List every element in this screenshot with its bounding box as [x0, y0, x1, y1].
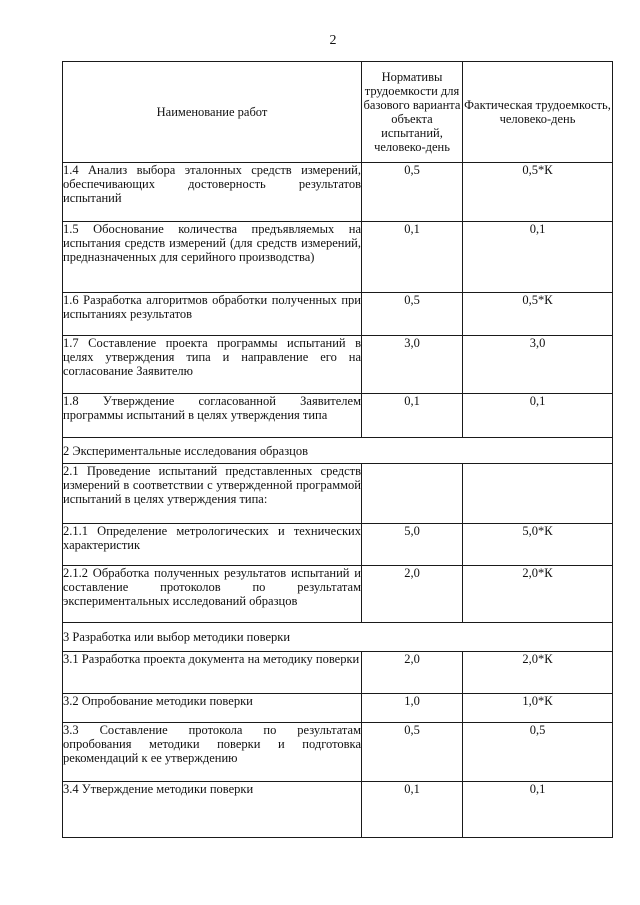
table-row [63, 163, 613, 222]
table-row [63, 464, 613, 524]
row-work-name: 2.1 Проведение испытаний представленных средств измерений в соответствии с утвержденной программой испытаний в целях утверждения типа: [63, 464, 362, 524]
page-number: 2 [329, 33, 337, 48]
row-work-name: 3.1 Разработка проекта документа на методику поверки [63, 652, 362, 694]
row-norm-value: 2,0 [362, 566, 463, 623]
section-row [63, 623, 613, 652]
row-work-name: 2.1.1 Определение метрологических и технических характеристик [63, 524, 362, 566]
header-fact: Фактическая трудоемкость, человеко-день [463, 62, 613, 163]
header-norm: Нормативы трудоемкости для базового варианта объекта испытаний, человеко-день [362, 62, 463, 163]
row-work-name: 3.3 Составление протокола по результатам опробования методики поверки и подготовка рекомендаций к ее утверждению [63, 723, 362, 782]
row-norm-value: 0,5 [362, 723, 463, 782]
row-work-name: 1.8 Утверждение согласованной Заявителем программы испытаний в целях утверждения типа [63, 394, 362, 438]
row-norm-value: 0,5 [362, 163, 463, 222]
row-fact-value: 0,1 [463, 782, 613, 838]
header-work-name: Наименование работ [63, 62, 362, 163]
section-title: 2 Экспериментальные исследования образцов [63, 438, 613, 464]
row-work-name: 3.2 Опробование методики поверки [63, 694, 362, 723]
row-norm-value: 0,1 [362, 782, 463, 838]
row-norm-value: 3,0 [362, 336, 463, 394]
row-work-name: 3.4 Утверждение методики поверки [63, 782, 362, 838]
table-row [63, 293, 613, 336]
section-row [63, 438, 613, 464]
table-row [63, 336, 613, 394]
table-row [63, 524, 613, 566]
table-row [63, 782, 613, 838]
row-norm-value: 0,5 [362, 293, 463, 336]
row-fact-value: 1,0*К [463, 694, 613, 723]
row-norm-value [362, 464, 463, 524]
row-fact-value [463, 464, 613, 524]
row-work-name: 1.5 Обоснование количества предъявляемых на испытания средств измерений (для средств измерений, предназначенных для серийного производства) [63, 222, 362, 293]
table-row [63, 222, 613, 293]
table-row [63, 723, 613, 782]
table-row [63, 566, 613, 623]
table-header-row [63, 62, 613, 163]
row-norm-value: 5,0 [362, 524, 463, 566]
row-norm-value: 0,1 [362, 222, 463, 293]
table-row [63, 394, 613, 438]
row-work-name: 2.1.2 Обработка полученных результатов испытаний и составление протоколов по результатам экспериментальных исследований образцов [63, 566, 362, 623]
row-fact-value: 0,1 [463, 394, 613, 438]
row-fact-value: 2,0*К [463, 566, 613, 623]
row-fact-value: 5,0*К [463, 524, 613, 566]
row-work-name: 1.4 Анализ выбора эталонных средств измерений, обеспечивающих достоверность результатов испытаний [63, 163, 362, 222]
row-fact-value: 3,0 [463, 336, 613, 394]
row-norm-value: 1,0 [362, 694, 463, 723]
row-norm-value: 0,1 [362, 394, 463, 438]
row-work-name: 1.7 Составление проекта программы испытаний в целях утверждения типа и направление его на согласование Заявителю [63, 336, 362, 394]
row-norm-value: 2,0 [362, 652, 463, 694]
section-title: 3 Разработка или выбор методики поверки [63, 623, 613, 652]
row-fact-value: 0,5*К [463, 293, 613, 336]
table-row [63, 694, 613, 723]
row-fact-value: 0,1 [463, 222, 613, 293]
row-work-name: 1.6 Разработка алгоритмов обработки полученных при испытаниях результатов [63, 293, 362, 336]
row-fact-value: 0,5 [463, 723, 613, 782]
row-fact-value: 2,0*К [463, 652, 613, 694]
labor-norms-table [62, 61, 613, 838]
table-row [63, 652, 613, 694]
row-fact-value: 0,5*К [463, 163, 613, 222]
